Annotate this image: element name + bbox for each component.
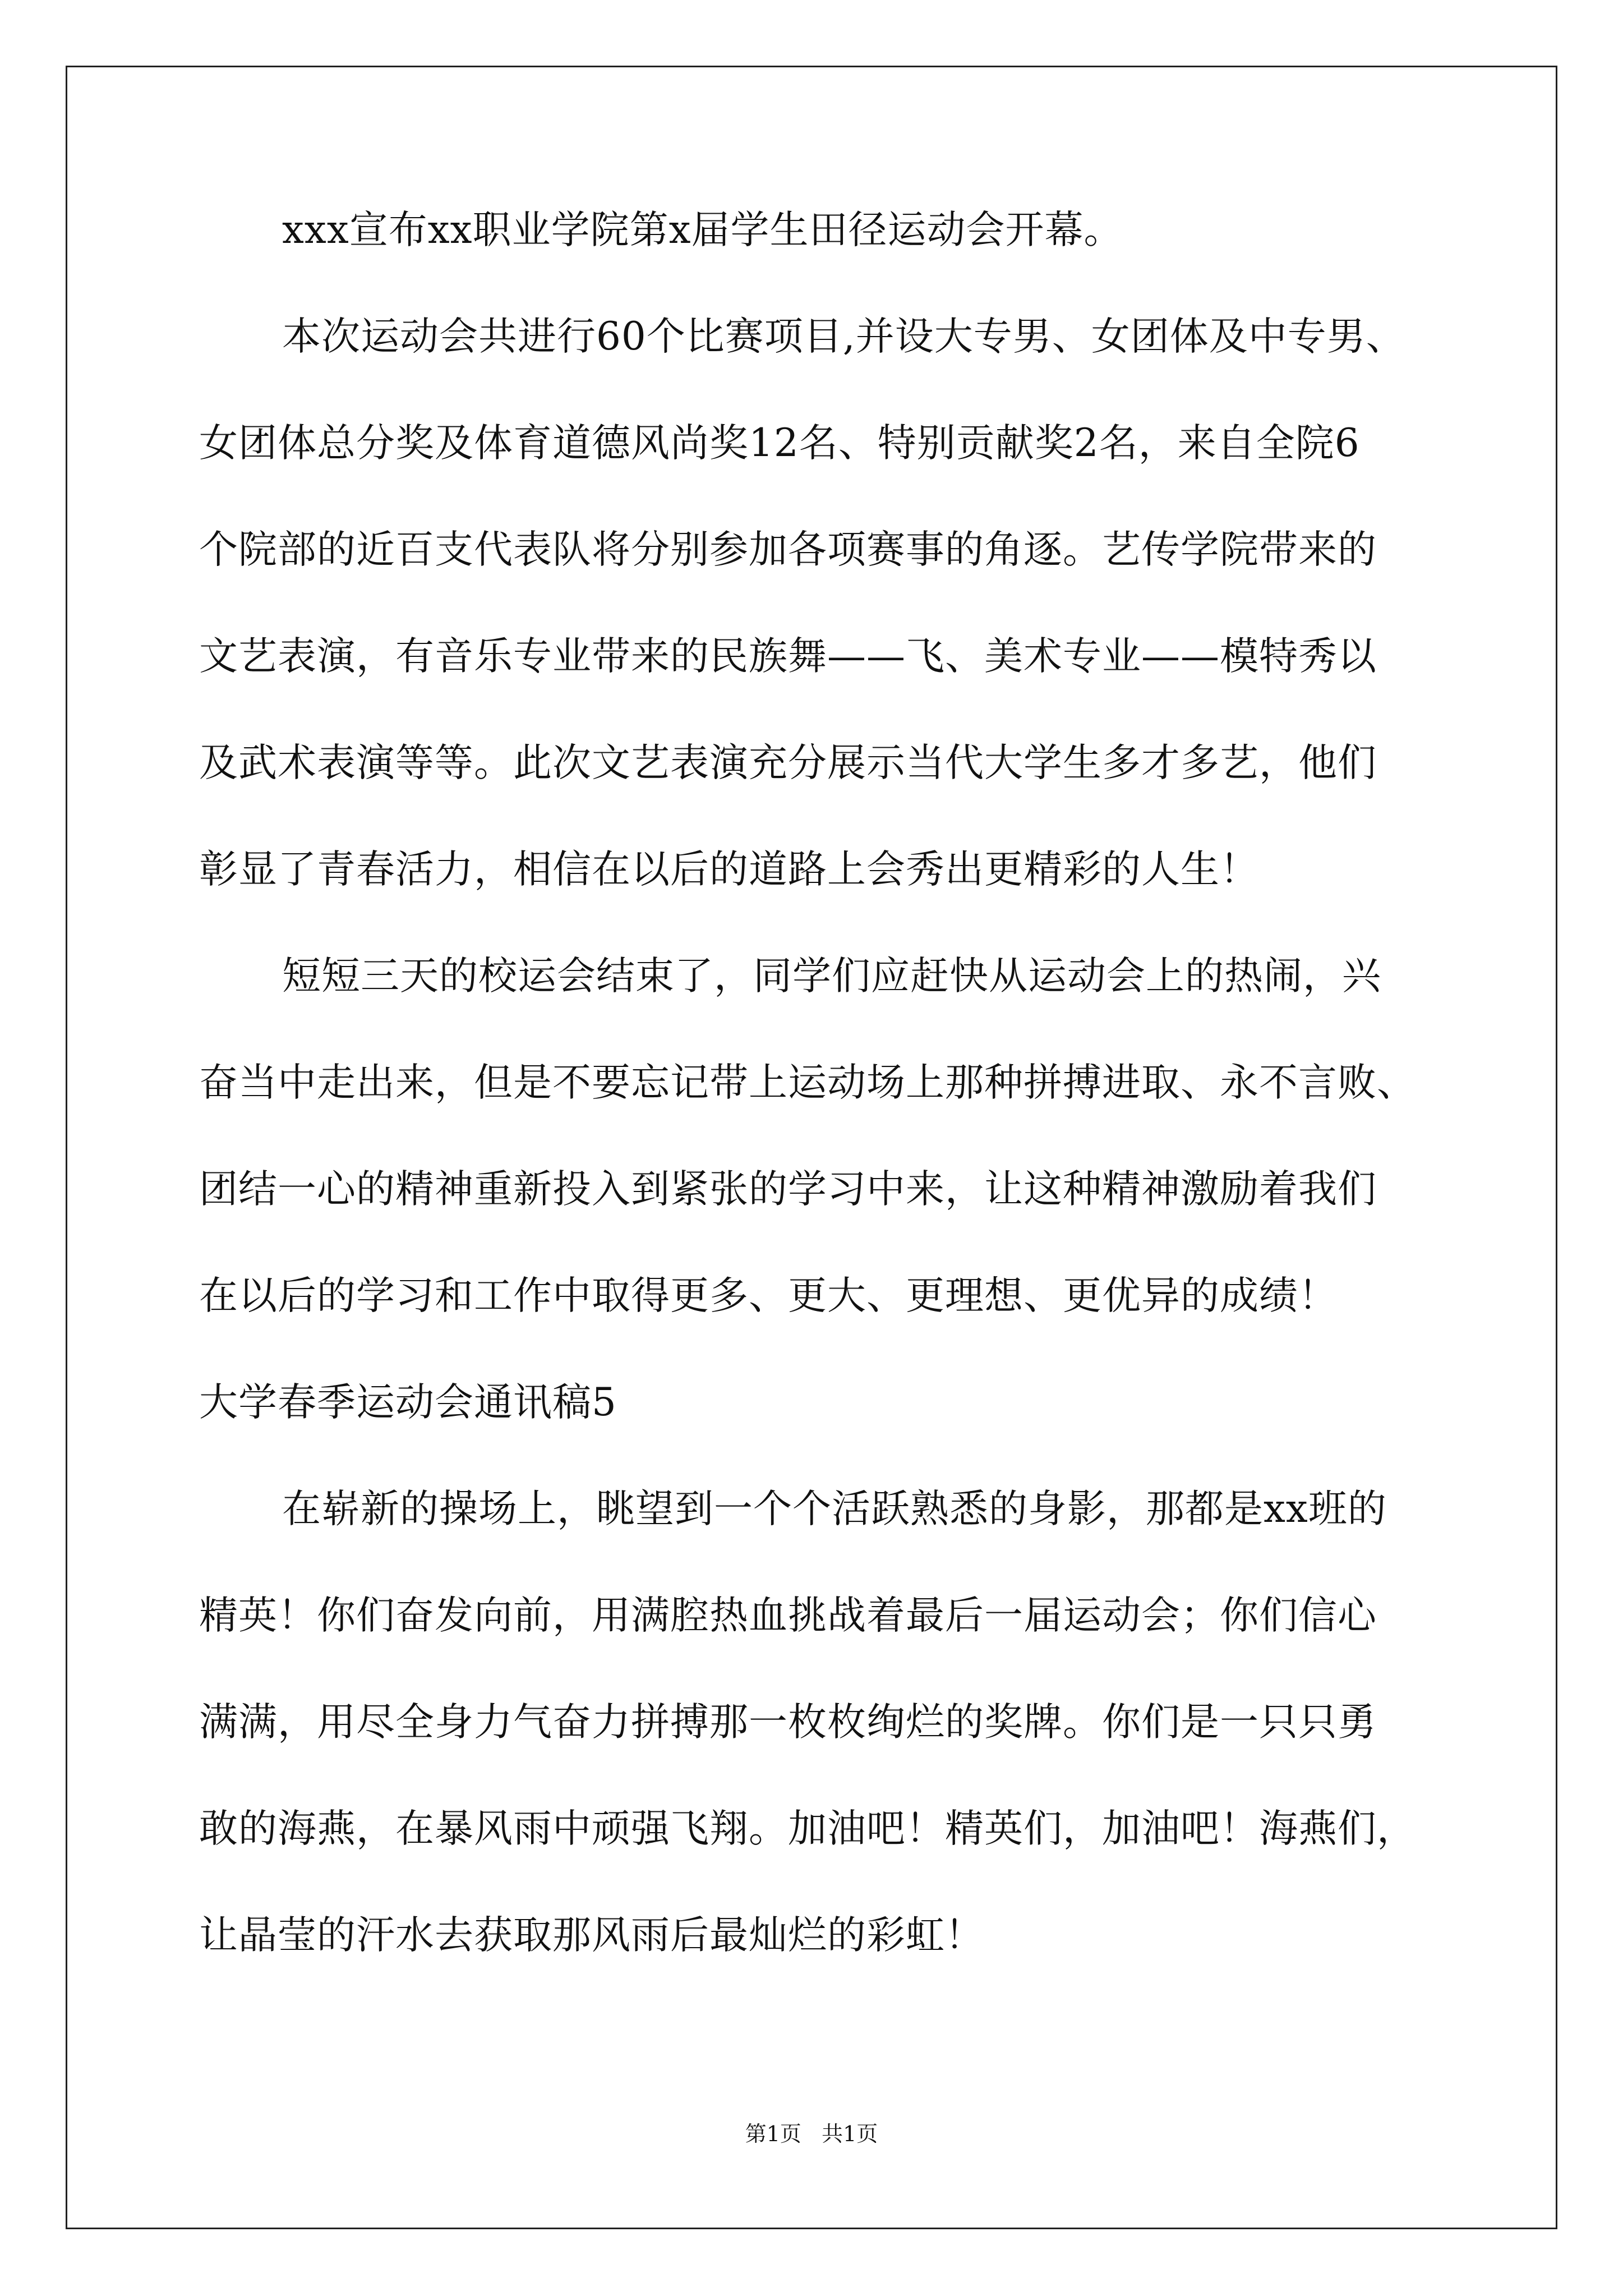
paragraph-line: 团结一心的精神重新投入到紧张的学习中来，让这种精神激励着我们 — [199, 1167, 1377, 1212]
paragraph-line: xxx宣布xx职业学院第x届学生田径运动会开幕。 — [282, 208, 1123, 252]
paragraph-line: 精英！你们奋发向前，用满腔热血挑战着最后一届运动会；你们信心 — [199, 1593, 1377, 1638]
paragraph-line: 彰显了青春活力，相信在以后的道路上会秀出更精彩的人生！ — [199, 847, 1259, 892]
paragraph-line: 个院部的近百支代表队将分别参加各项赛事的角逐。艺传学院带来的 — [199, 527, 1377, 572]
page-border — [66, 66, 1557, 2229]
paragraph-line: 女团体总分奖及体育道德风尚奖12名、特别贡献奖2名，来自全院6 — [199, 421, 1360, 466]
paragraph-line: 及武术表演等等。此次文艺表演充分展示当代大学生多才多艺，他们 — [199, 740, 1377, 785]
page-footer: 第1页 共1页 — [745, 2122, 878, 2146]
paragraph-line: 奋当中走出来，但是不要忘记带上运动场上那种拼搏进取、永不言败、 — [199, 1060, 1416, 1105]
paragraph-line: 在以后的学习和工作中取得更多、更大、更理想、更优异的成绩！ — [199, 1273, 1338, 1318]
paragraph-line: 在崭新的操场上，眺望到一个个活跃熟悉的身影，那都是xx班的 — [282, 1487, 1387, 1531]
paragraph-line: 文艺表演，有音乐专业带来的民族舞——飞、美术专业——模特秀以 — [199, 634, 1377, 679]
paragraph-line: 短短三天的校运会结束了，同学们应赶快从运动会上的热闹，兴 — [282, 954, 1381, 999]
paragraph-line: 满满，用尽全身力气奋力拼搏那一枚枚绚烂的奖牌。你们是一只只勇 — [199, 1700, 1377, 1745]
section-heading: 大学春季运动会通讯稿5 — [199, 1380, 617, 1425]
paragraph-line: 本次运动会共进行60个比赛项目,并设大专男、女团体及中专男、 — [282, 314, 1405, 359]
paragraph-line: 让晶莹的汗水去获取那风雨后最灿烂的彩虹！ — [199, 1913, 984, 1958]
paragraph-line: 敢的海燕，在暴风雨中顽强飞翔。加油吧！精英们，加油吧！海燕们， — [199, 1806, 1416, 1851]
